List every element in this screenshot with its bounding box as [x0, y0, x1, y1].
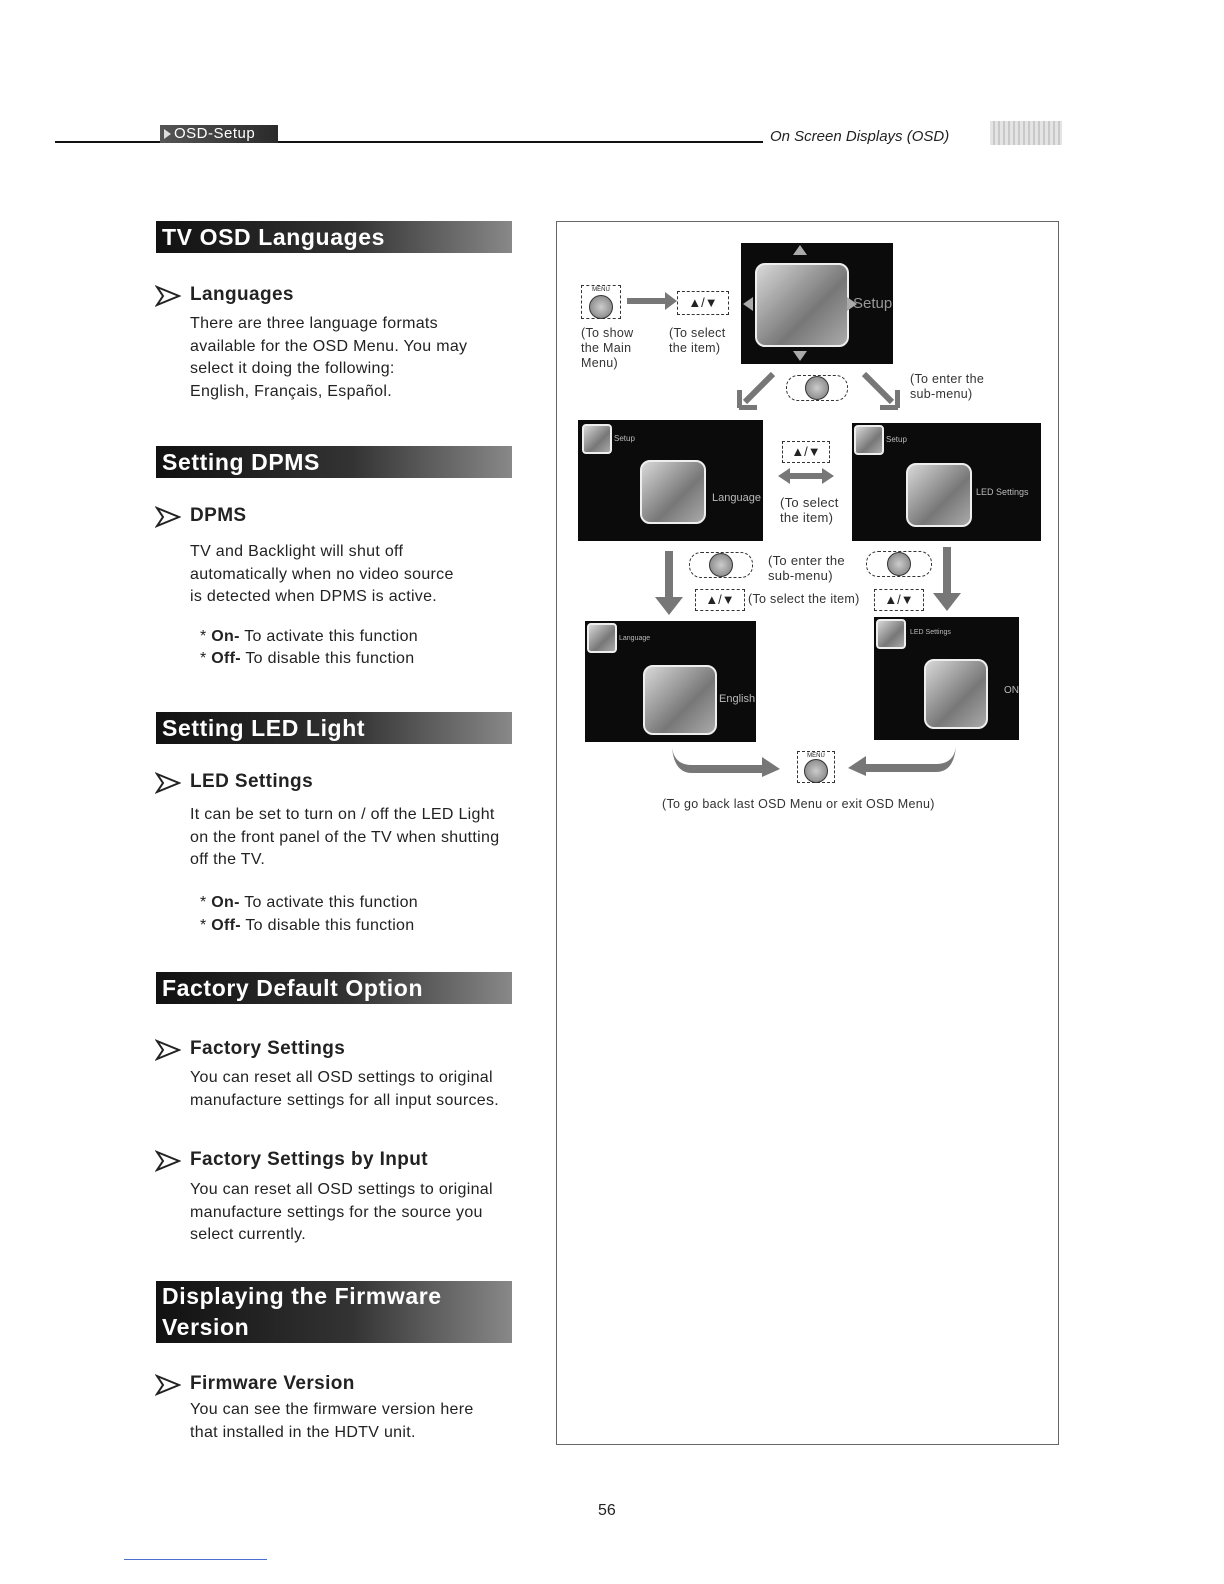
- arrow-bullet-icon: [155, 1039, 181, 1061]
- caption-enter-submenu: [910, 372, 984, 402]
- item-title-factory-settings: Factory Settings: [190, 1038, 346, 1059]
- led-off-bullet: * Off- To disable this function: [200, 917, 415, 934]
- screen-label-led: LED Settings: [976, 487, 1029, 497]
- enter-button-box: [866, 551, 932, 577]
- item-title-factory-by-input: Factory Settings by Input: [190, 1149, 429, 1170]
- dpms-on-bullet: * On- To activate this function: [200, 628, 419, 645]
- body-factory-settings: [190, 1067, 499, 1112]
- header-section-tag: [160, 125, 278, 143]
- enter-round-icon: [887, 552, 911, 576]
- text-line: select it doing the following:: [190, 360, 395, 377]
- caption-line: sub-menu): [768, 568, 833, 583]
- enter-round-icon: [709, 553, 733, 577]
- caption-show-main: [581, 326, 633, 371]
- updown-button-box: ▲/▼: [695, 589, 745, 611]
- screen-language: [578, 420, 763, 541]
- right-arrow-icon: [627, 298, 667, 304]
- updown-button-box: ▲/▼: [874, 589, 924, 611]
- text-line: manufacture settings for the source you: [190, 1203, 483, 1221]
- off-text: To disable this function: [240, 650, 415, 667]
- menu-label: MENU: [592, 287, 610, 293]
- caption-select-item: [669, 326, 726, 356]
- page-number: 56: [598, 1502, 616, 1519]
- off-text: To disable this function: [240, 917, 415, 934]
- arrow-bullet-icon: [155, 506, 181, 528]
- caption-line: (To select: [669, 326, 726, 340]
- language-cube-icon: [640, 460, 706, 524]
- heading-line: Displaying the Firmware: [162, 1283, 442, 1309]
- screen-led-settings: [852, 423, 1041, 541]
- diagonal-arrow-down-right-icon: [862, 372, 900, 410]
- text-line: available for the OSD Menu. You may: [190, 337, 468, 355]
- screen-led-on: [874, 617, 1019, 740]
- caption-line: the Main: [581, 341, 632, 355]
- enter-button-box: [786, 375, 848, 401]
- screen-label-on: ON: [1004, 685, 1019, 696]
- section-heading-led: Setting LED Light: [156, 712, 512, 744]
- on-label: On-: [211, 628, 240, 645]
- arrow-bullet-icon: [155, 1374, 181, 1396]
- mini-cube-icon: [854, 425, 884, 455]
- section-heading-factory: Factory Default Option: [156, 972, 512, 1004]
- down-arrow-icon: [655, 551, 683, 615]
- left-arrow-icon: [743, 297, 753, 311]
- screen-label-english: English: [719, 693, 756, 705]
- arrow-bullet-icon: [155, 285, 181, 307]
- screen-setup: [741, 243, 893, 364]
- screen-tag: Language: [619, 635, 651, 642]
- body-dpms: [190, 541, 454, 609]
- updown-button-box: ▲/▼: [782, 441, 830, 463]
- text-line: off the TV.: [190, 851, 266, 868]
- mini-cube-icon: [582, 424, 612, 454]
- menu-round-icon: [589, 295, 613, 319]
- text-line: automatically when no video source: [190, 565, 454, 583]
- down-arrow-icon: [793, 351, 807, 361]
- on-label: On-: [211, 894, 240, 911]
- text-line: There are three language formats: [190, 315, 438, 332]
- text-line: It can be set to turn on / off the LED Light: [190, 806, 495, 823]
- arrow-bullet-icon: [155, 772, 181, 794]
- text-line: on the front panel of the TV when shutting: [190, 828, 500, 846]
- mini-cube-icon: [876, 619, 906, 649]
- arrow-bullet-icon: [155, 1150, 181, 1172]
- curved-right-arrow-icon: [672, 747, 780, 777]
- left-right-arrow-icon: [778, 468, 834, 484]
- led-cube-icon: [906, 463, 972, 527]
- heading-line: Version: [162, 1314, 250, 1340]
- enter-button-box: [689, 552, 753, 578]
- osd-diagram-panel: [556, 221, 1059, 1445]
- section-heading-languages: TV OSD Languages: [156, 221, 512, 253]
- menu-round-icon: [804, 759, 828, 783]
- body-firmware: [190, 1399, 474, 1444]
- dpms-off-bullet: * Off- To disable this function: [200, 650, 415, 667]
- header-tag-text: OSD-Setup: [174, 125, 256, 142]
- text-line: select currently.: [190, 1226, 306, 1243]
- text-line: You can reset all OSD settings to original: [190, 1069, 493, 1086]
- section-heading-dpms: Setting DPMS: [156, 446, 512, 478]
- text-line: TV and Backlight will shut off: [190, 543, 404, 560]
- caption-select-item-mid: [780, 495, 839, 525]
- text-line: manufacture settings for all input sources.: [190, 1091, 500, 1109]
- caption-go-back: (To go back last OSD Menu or exit OSD Menu): [662, 797, 935, 811]
- item-title-firmware: Firmware Version: [190, 1373, 355, 1394]
- down-arrow-icon: [933, 547, 961, 611]
- caption-select-item-inline: (To select the item): [748, 592, 860, 606]
- screen-label-language: Language: [712, 492, 761, 504]
- footer-rule: [124, 1559, 267, 1560]
- on-text: To activate this function: [239, 894, 419, 911]
- caption-line: the item): [669, 341, 721, 355]
- mini-cube-icon: [587, 623, 617, 653]
- off-label: Off-: [211, 650, 241, 667]
- item-title-led: LED Settings: [190, 771, 314, 792]
- play-triangle-icon: [164, 129, 171, 139]
- screen-label-setup: Setup: [853, 295, 893, 312]
- item-title-languages: Languages: [190, 284, 294, 305]
- arrowhead-icon: [665, 292, 677, 310]
- caption-line: (To show: [581, 326, 634, 340]
- up-arrow-icon: [793, 245, 807, 255]
- updown-button-box: ▲/▼: [677, 291, 729, 315]
- off-label: Off-: [211, 917, 241, 934]
- text-line: English, Français, Español.: [190, 382, 392, 400]
- body-factory-by-input: [190, 1179, 493, 1247]
- on-text: To activate this function: [239, 628, 419, 645]
- text-line: is detected when DPMS is active.: [190, 588, 438, 605]
- caption-line: Menu): [581, 356, 618, 370]
- screen-english: [585, 621, 756, 742]
- screen-tag: LED Settings: [910, 629, 951, 636]
- body-languages: [190, 313, 467, 403]
- led-on-bullet: * On- To activate this function: [200, 894, 419, 911]
- header-decoration: [990, 121, 1062, 145]
- menu-button-box: [581, 285, 621, 319]
- menu-button-box: [797, 751, 835, 783]
- section-heading-firmware: [156, 1281, 512, 1343]
- caption-line: (To enter the: [768, 553, 845, 568]
- screen-tag: Setup: [886, 435, 907, 444]
- item-title-dpms: DPMS: [190, 505, 247, 526]
- caption-line: (To select: [780, 495, 839, 510]
- caption-line: the item): [780, 510, 834, 525]
- enter-round-icon: [805, 376, 829, 400]
- on-cube-icon: [924, 659, 988, 729]
- setup-cube-icon: [755, 263, 849, 347]
- body-led: [190, 804, 499, 872]
- curved-left-arrow-icon: [848, 746, 956, 776]
- caption-line: (To enter the: [910, 372, 985, 386]
- diagonal-arrow-down-left-icon: [737, 372, 775, 410]
- caption-enter-submenu-mid: [768, 553, 845, 583]
- screen-tag: Setup: [614, 434, 635, 443]
- english-cube-icon: [643, 665, 717, 735]
- text-line: that installed in the HDTV unit.: [190, 1423, 416, 1441]
- caption-line: sub-menu): [910, 387, 973, 401]
- menu-label: MENU: [807, 753, 825, 759]
- text-line: You can reset all OSD settings to original: [190, 1181, 493, 1198]
- text-line: You can see the firmware version here: [190, 1401, 474, 1418]
- header-title: On Screen Displays (OSD): [770, 128, 950, 145]
